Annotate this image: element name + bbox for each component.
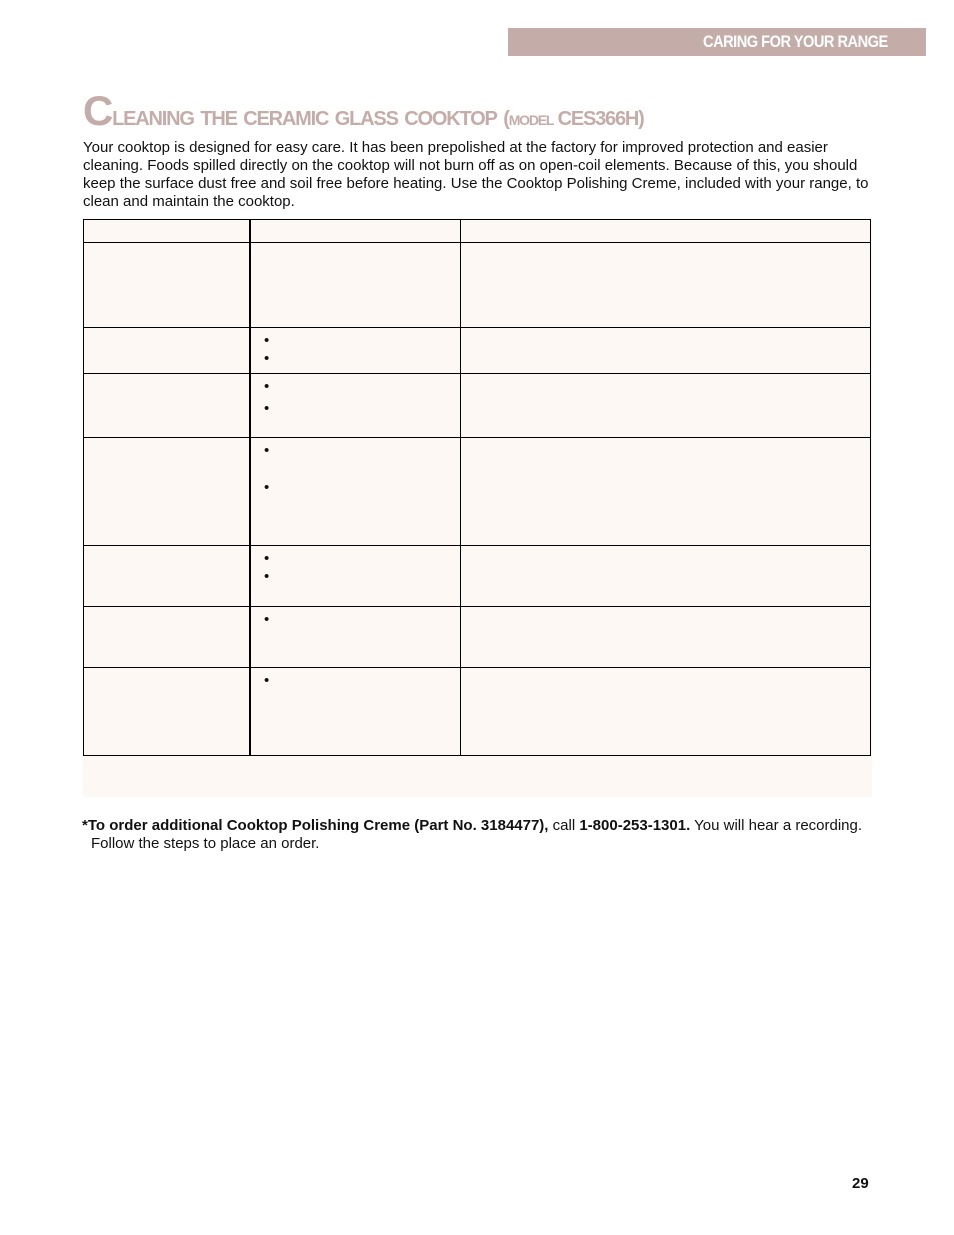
table-row [84,374,871,438]
table-header-cell [84,220,251,243]
bullet: • [264,479,270,496]
table-cell [461,438,871,546]
table-header-row [84,220,871,243]
table-row [84,607,871,668]
table-cell [84,374,251,438]
table-header-cell [461,220,871,243]
bullet: • [264,550,270,567]
table-cell [250,546,461,607]
page-title-initial: C [83,87,113,134]
table-cell [84,243,251,328]
table-cell [461,668,871,756]
bullet: • [264,378,270,395]
table-cell [461,374,871,438]
table-row [84,668,871,756]
table-cell [250,374,461,438]
bullet: • [264,350,270,367]
table-row [84,546,871,607]
bullet: • [264,442,270,459]
footnote-order-text: *To order additional Cooktop Polishing Creme (Part No. 3184477), [82,817,549,834]
intro-paragraph: Your cooktop is designed for easy care. It has been prepolished at the factory for improved protection and easier cleaning. Foods spilled directly on the cooktop will not burn off as on open-coil elements. Because of this, you should keep the surface dust free and soil free before heating. Use the Cooktop Polishing Creme, included with your range, to clean and maintain the cooktop. [83,139,869,210]
table-cell [461,243,871,328]
bullet: • [264,672,270,689]
table-cell [84,328,251,374]
table-cell [84,438,251,546]
footnote-call-text: call [548,817,580,834]
table-cell [84,546,251,607]
table-cell [250,243,461,328]
footnote-phone: 1-800-253-1301. [579,817,691,834]
page-title-model: (model CES366H) [503,108,644,130]
section-header-bar [508,28,926,56]
bullet: • [264,611,270,628]
table-cell [250,328,461,374]
table-cell [250,438,461,546]
table-cell [250,607,461,668]
footnote-rest-text: You will hear a recording. Follow the steps to place an order. [91,817,863,852]
bullet: • [264,568,270,585]
table-cell [84,668,251,756]
table-row [84,438,871,546]
order-footnote [82,817,871,853]
table-cell [461,607,871,668]
page-title [83,87,644,134]
cleaning-table-panel [83,219,872,797]
page-title-main: leaning the ceramic glass cooktop [112,100,497,131]
bullet: • [264,400,270,417]
table-cell [84,607,251,668]
bullet: • [264,332,270,349]
table-row [84,328,871,374]
page-number: 29 [852,1175,869,1192]
table-cell [461,328,871,374]
table-header-cell [250,220,461,243]
section-title: CARING FOR YOUR RANGE [703,32,888,51]
table-cell [250,668,461,756]
table-cell [461,546,871,607]
cleaning-table [83,219,871,756]
table-row [84,243,871,328]
